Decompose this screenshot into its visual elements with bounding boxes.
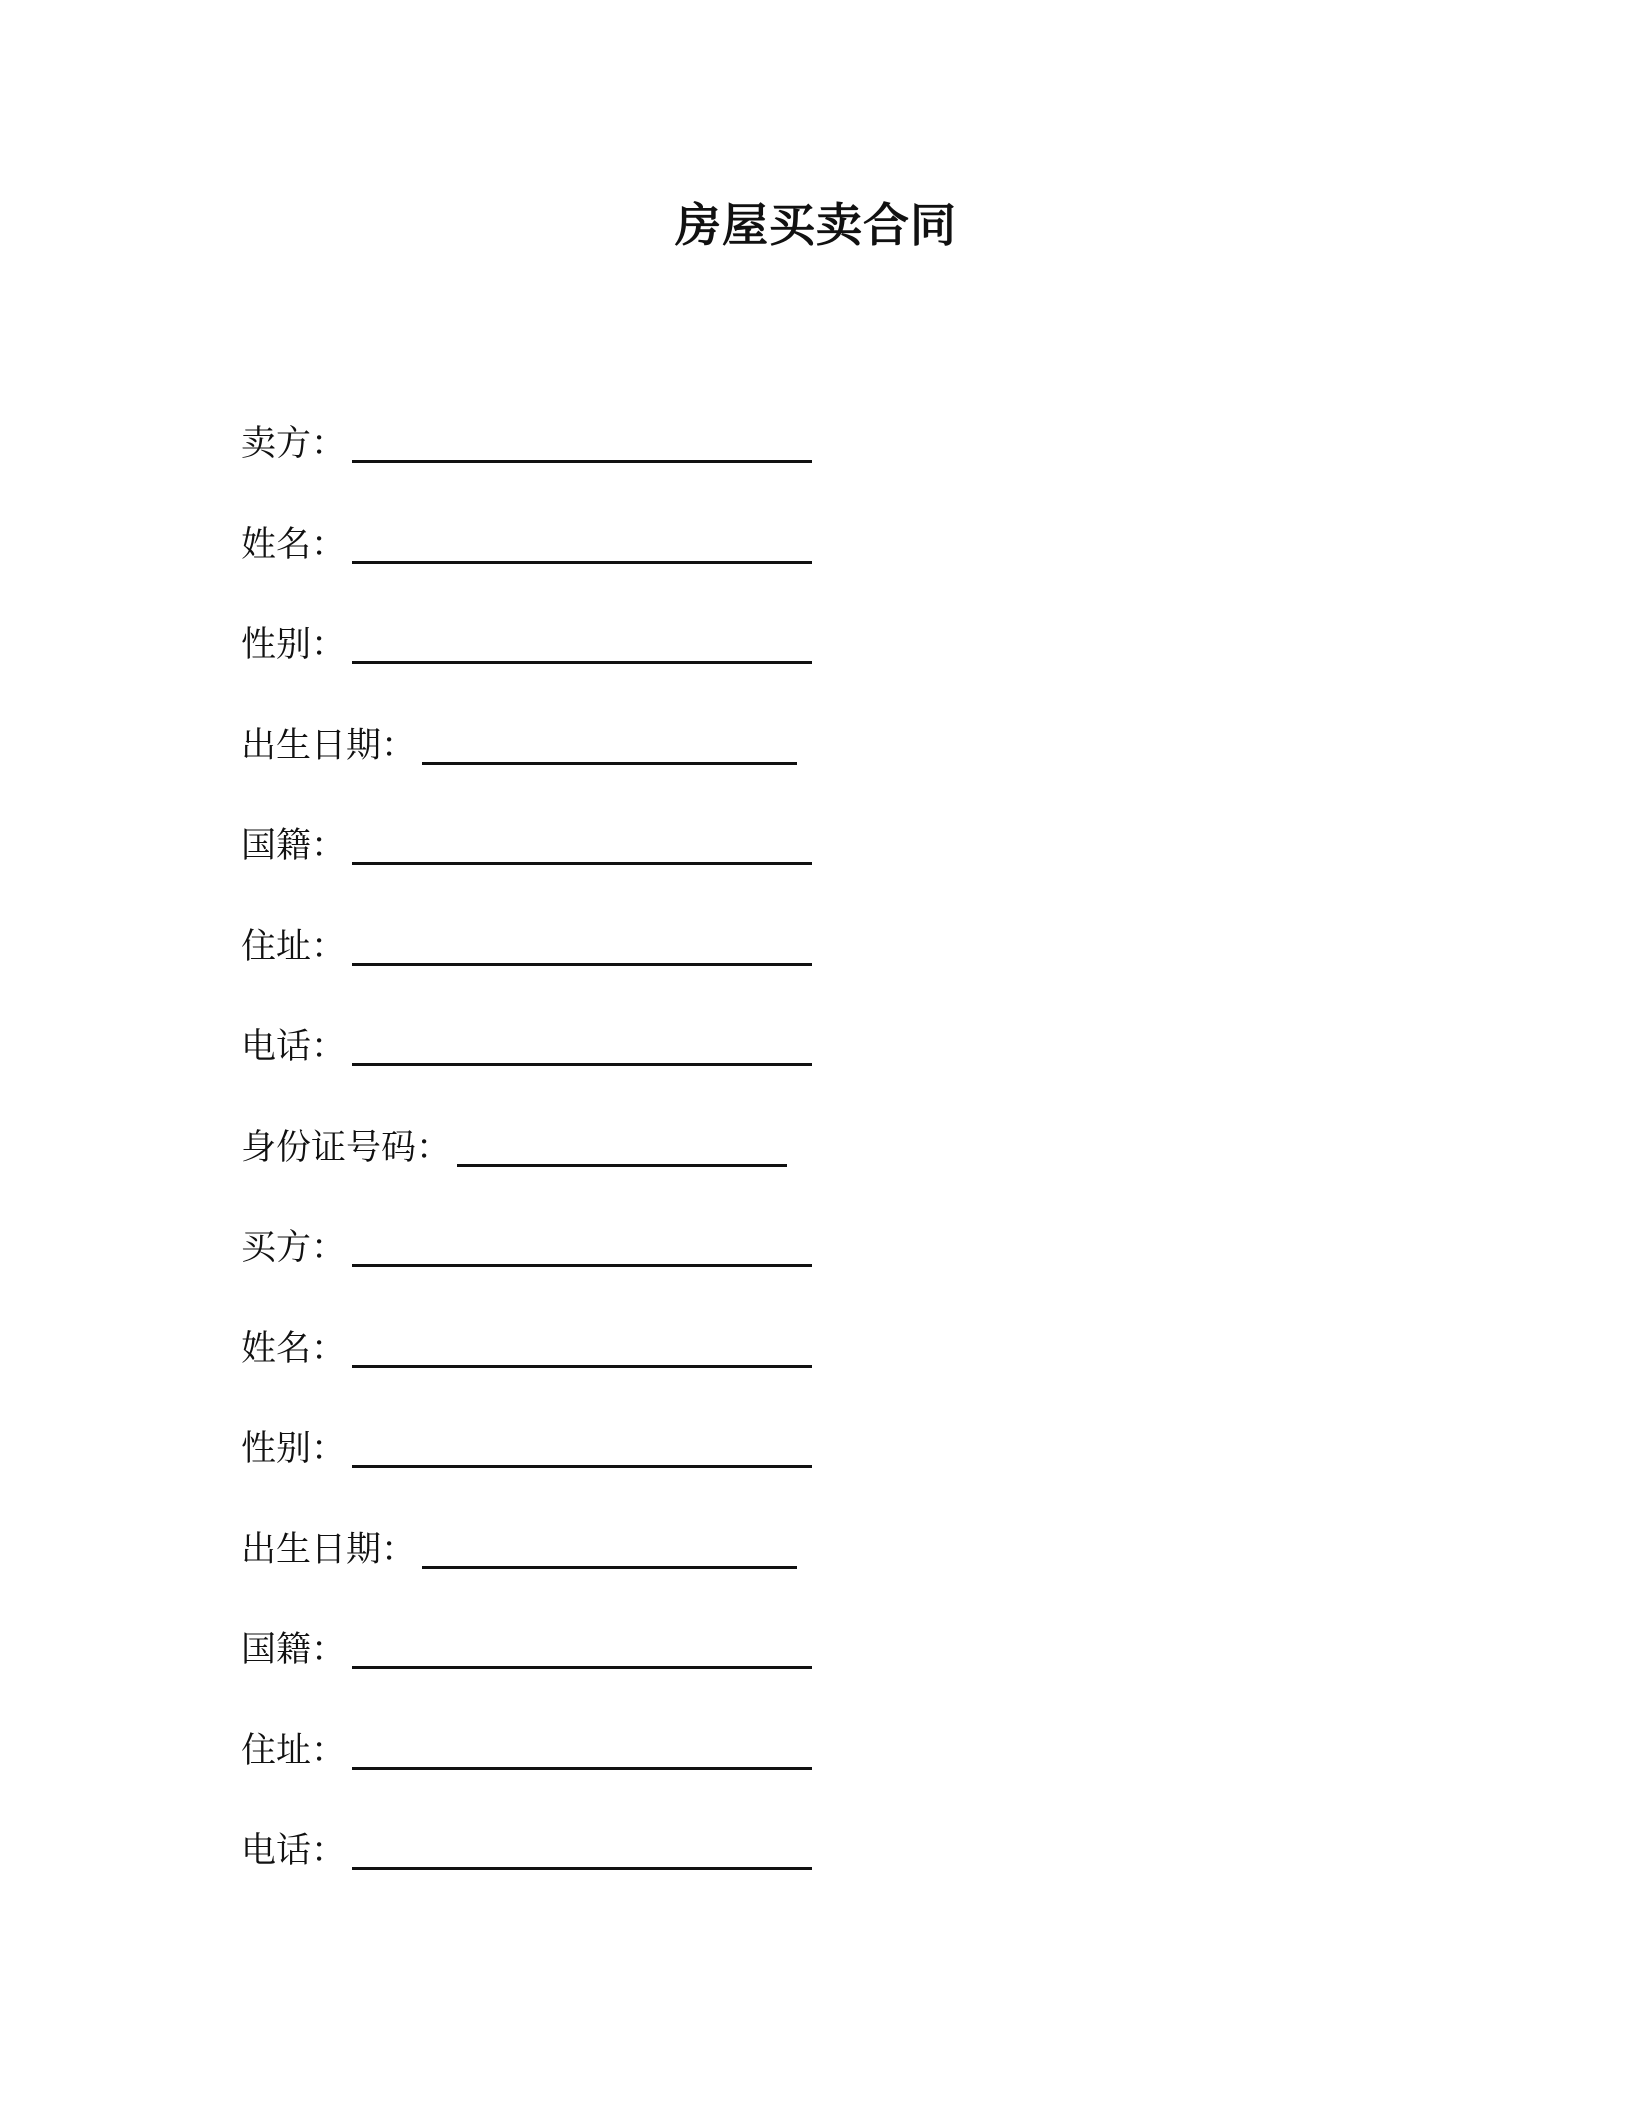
fill-in-line[interactable] [352,414,812,463]
field-label: 卖方： [241,424,347,464]
fill-in-line[interactable] [352,1620,812,1669]
seller-birthdate-field [241,716,1141,817]
fill-in-line[interactable] [352,615,812,664]
field-label: 出生日期： [241,1529,417,1570]
seller-id-number-field [241,1118,1141,1219]
field-label: 住址： [241,1730,347,1771]
fill-in-line[interactable] [352,917,812,966]
fill-in-line[interactable] [352,1319,812,1368]
contract-form [241,414,1141,1922]
field-label: 国籍： [241,1630,347,1670]
fill-in-line[interactable] [352,1821,812,1870]
buyer-address-field [241,1721,1141,1822]
fill-in-line[interactable] [352,816,812,865]
field-label: 电话： [241,1831,347,1871]
field-label: 性别： [241,1429,347,1469]
buyer-phone-field [241,1821,1141,1922]
fill-in-line[interactable] [352,1218,812,1267]
fill-in-line[interactable] [352,515,812,564]
seller-nationality-field [241,816,1141,917]
fill-in-line[interactable] [422,1520,797,1569]
buyer-gender-field [241,1419,1141,1520]
seller-field [241,414,1141,515]
fill-in-line[interactable] [422,716,797,765]
buyer-field [241,1218,1141,1319]
field-label: 身份证号码： [241,1127,452,1168]
field-label: 姓名： [241,1328,347,1369]
field-label: 电话： [241,1027,347,1067]
page-title: 房屋买卖合同 [675,198,957,252]
seller-name-field [241,515,1141,616]
buyer-nationality-field [241,1620,1141,1721]
seller-gender-field [241,615,1141,716]
fill-in-line[interactable] [457,1118,787,1167]
field-label: 住址： [241,926,347,967]
field-label: 姓名： [241,524,347,565]
fill-in-line[interactable] [352,1419,812,1468]
field-label: 出生日期： [241,725,417,766]
field-label: 性别： [241,625,347,665]
fill-in-line[interactable] [352,1721,812,1770]
buyer-name-field [241,1319,1141,1420]
buyer-birthdate-field [241,1520,1141,1621]
fill-in-line[interactable] [352,1017,812,1066]
seller-phone-field [241,1017,1141,1118]
seller-address-field [241,917,1141,1018]
field-label: 国籍： [241,826,347,866]
field-label: 买方： [241,1228,347,1268]
